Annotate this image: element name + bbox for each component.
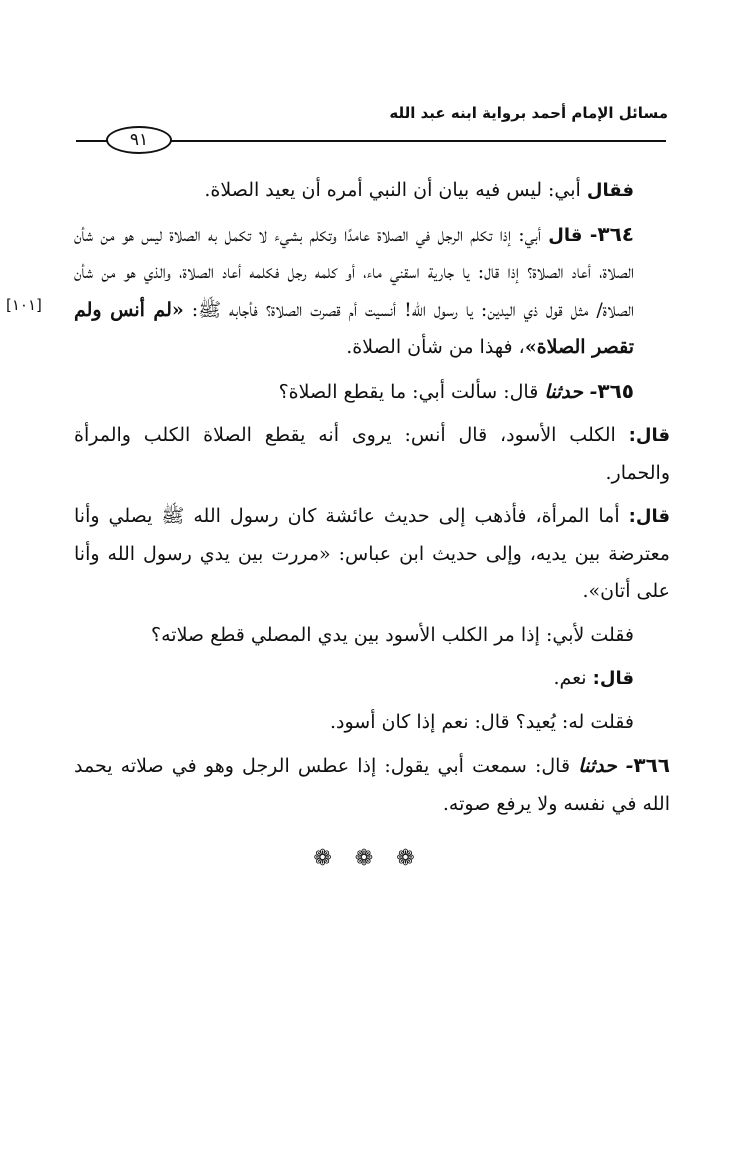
running-title: مسائل الإمام أحمد برواية ابنه عبد الله	[389, 104, 668, 122]
paragraph-text: نعم.	[553, 667, 593, 689]
paragraph-lead: - حدثنا	[578, 755, 634, 777]
paragraph-text: قال: سمعت أبي يقول: إذا عطس الرجل وهو في صلاته يحمد الله في نفسه ولا يرفع صوته.	[74, 755, 670, 815]
paragraph-text: فقلت له: يُعيد؟ قال: نعم إذا كان أسود.	[329, 710, 634, 733]
paragraph-lead: فقال	[586, 180, 634, 201]
paragraph-5	[74, 498, 670, 611]
item-number: ٣٦٥	[597, 378, 634, 403]
section-ornament-icon: ❁ ❁ ❁	[313, 846, 423, 871]
margin-reference: [١٠١]	[6, 296, 42, 314]
paragraph-tail: ، فهذا من شأن الصلاة.	[346, 336, 525, 358]
paragraph-text: قال: سألت أبي: ما يقطع الصلاة؟	[278, 380, 545, 403]
paragraph-lead: قال:	[628, 425, 670, 446]
page-number: ٩١	[106, 126, 172, 154]
paragraph-lead: قال:	[592, 668, 634, 689]
paragraph-4	[74, 417, 670, 492]
item-number: ٣٦٤	[597, 221, 634, 246]
paragraph-lead: - حدثنا	[544, 380, 598, 403]
paragraph-364	[74, 216, 670, 367]
paragraph-366	[74, 747, 670, 823]
page-body	[74, 172, 670, 829]
paragraph-text: أبي: ليس فيه بيان أن النبي أمره أن يعيد الصلاة.	[204, 179, 587, 201]
paragraph-text: أبي: إذا تكلم الرجل في الصلاة عامدًا وتكلم بشيء لا تكمل به الصلاة ليس هو من شأن الصلاة، أعاد الصلاة؟ إذا قال: يا جارية اسقني ماء، أو كلمه رجل فكلمه أعاد الصلاة، والذي هو من شأن الصلاة/ مثل قول ذي اليدين: يا رسول الله! أنسيت أم قصرت الصلاة؟ فأجابه ﷺ:	[74, 223, 634, 321]
hadith-quote: «لم أنس ولم تقصر الصلاة»	[74, 298, 634, 358]
paragraph-365	[74, 373, 670, 412]
paragraph-text: الكلب الأسود، قال أنس: يروى أنه يقطع الصلاة الكلب والمرأة والحمار.	[74, 424, 670, 484]
paragraph-text: أما المرأة، فأذهب إلى حديث عائشة كان رسول الله ﷺ يصلي وأنا معترضة بين يديه، وإلى حديث ابن عباس: «مررت بين يدي رسول الله وأنا على أتان».	[74, 505, 670, 602]
paragraph-lead: - قال	[548, 224, 598, 246]
paragraph-8	[74, 704, 670, 742]
paragraph-7	[74, 660, 670, 698]
item-number: ٣٦٦	[633, 753, 670, 777]
paragraph-6	[74, 617, 670, 655]
paragraph-1	[74, 172, 670, 210]
paragraph-text: فقلت لأبي: إذا مر الكلب الأسود بين يدي المصلي قطع صلاته؟	[151, 623, 634, 646]
paragraph-lead: قال:	[628, 506, 670, 527]
